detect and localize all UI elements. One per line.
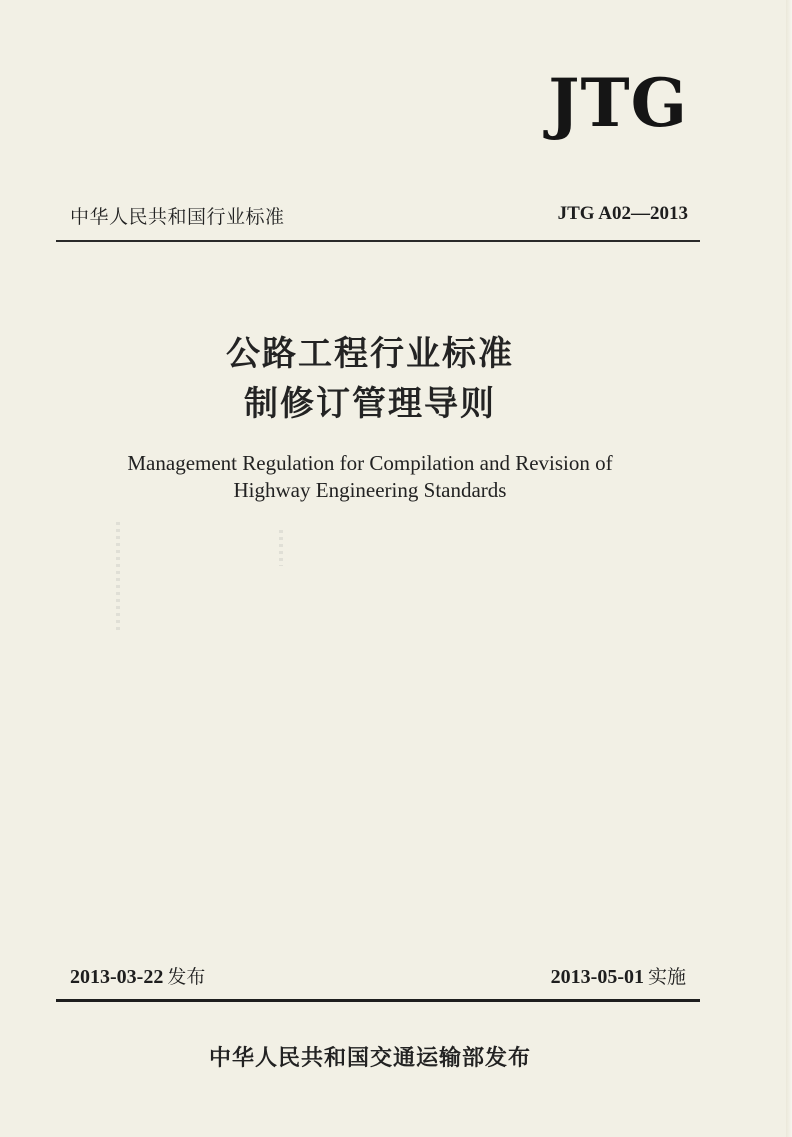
effective-date [551,962,686,989]
publisher: 中华人民共和国交通运输部发布 [208,1046,531,1071]
faint-scan-mark [116,522,120,630]
faint-scan-mark [279,530,283,566]
standard-code: JTG A02—2013 [557,203,688,224]
title-chinese-line1: 公路工程行业标准 [226,334,514,374]
issue-date-label: 发布 [167,966,206,988]
title-english-line1: Management Regulation for Compilation and Revision of [127,451,613,475]
top-divider [56,240,700,242]
page-edge [786,0,792,1137]
jtg-logo: JTG [548,64,688,142]
standard-category: 中华人民共和国行业标准 [70,206,285,228]
title-chinese-line2: 制修订管理导则 [244,384,496,424]
effective-date-label: 实施 [647,966,686,988]
effective-date-value: 2013-05-01 [550,966,644,988]
issue-date [70,962,205,989]
title-english-line2: Highway Engineering Standards [233,478,507,502]
bottom-divider [56,999,700,1002]
issue-date-value: 2013-03-22 [70,966,164,988]
